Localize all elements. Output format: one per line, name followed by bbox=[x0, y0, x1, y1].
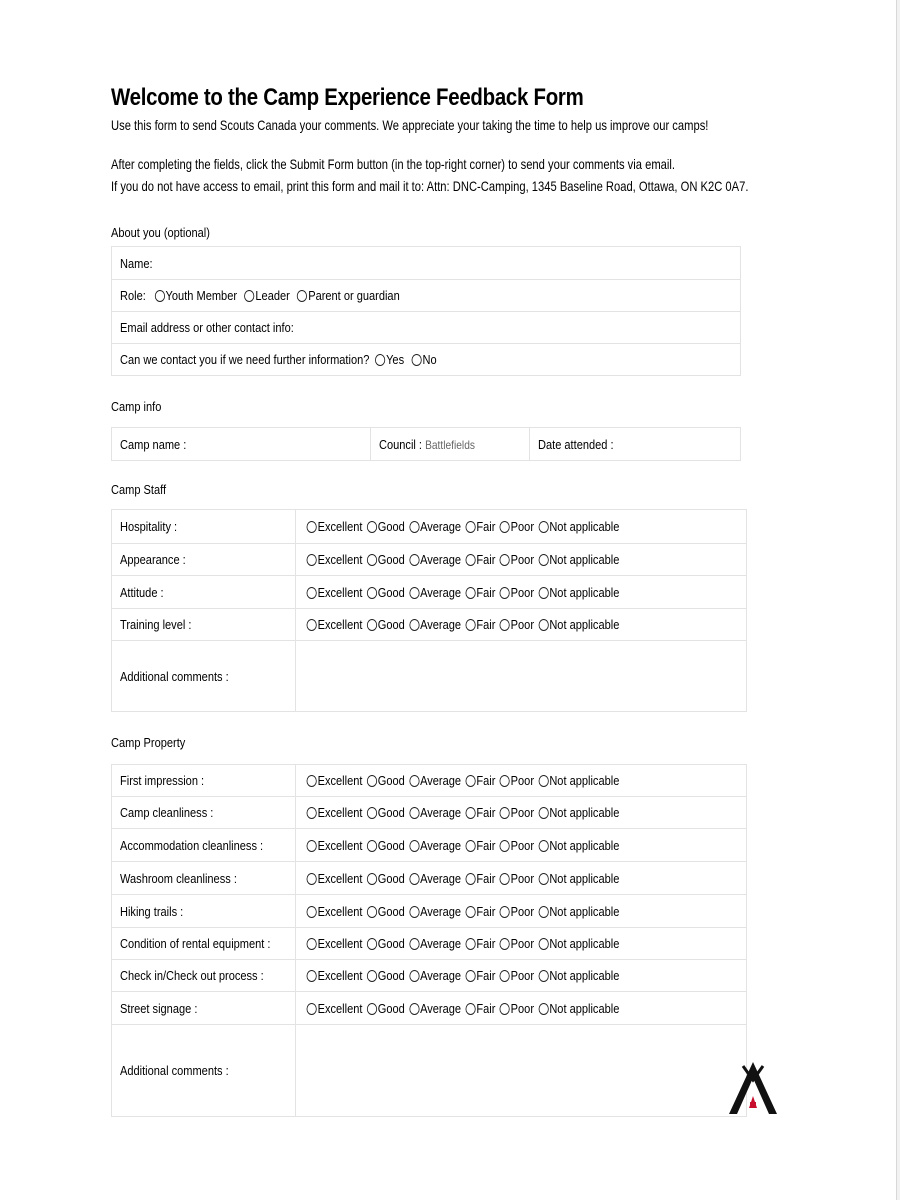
rating-option-fair[interactable]: Fair bbox=[463, 617, 496, 632]
rating-option-excellent[interactable]: Excellent bbox=[304, 838, 362, 853]
rating-option-fair[interactable]: Fair bbox=[463, 585, 496, 600]
radio-circle-icon[interactable] bbox=[500, 554, 510, 566]
email-field[interactable] bbox=[112, 312, 741, 344]
rating-option-fair[interactable]: Fair bbox=[463, 1001, 496, 1016]
rating-option-average[interactable]: Average bbox=[406, 585, 461, 600]
rating-option-not-applicable[interactable]: Not applicable bbox=[536, 968, 620, 983]
rating-options bbox=[296, 992, 747, 1025]
rating-option-excellent[interactable]: Excellent bbox=[304, 617, 362, 632]
radio-circle-icon[interactable] bbox=[538, 619, 548, 631]
rating-option-not-applicable[interactable]: Not applicable bbox=[536, 519, 620, 534]
radio-circle-icon[interactable] bbox=[500, 619, 510, 631]
radio-circle-icon[interactable] bbox=[465, 906, 475, 918]
rating-option-fair[interactable]: Fair bbox=[463, 936, 496, 951]
camp-name-label: Camp name : bbox=[120, 436, 187, 452]
rating-option-excellent[interactable]: Excellent bbox=[304, 1001, 362, 1016]
council-field[interactable] bbox=[371, 428, 530, 461]
rating-option-not-applicable[interactable]: Not applicable bbox=[536, 585, 620, 600]
rating-option-good[interactable]: Good bbox=[364, 773, 405, 788]
rating-option-poor[interactable]: Poor bbox=[497, 838, 534, 853]
radio-circle-icon[interactable] bbox=[500, 775, 510, 787]
rating-option-fair[interactable]: Fair bbox=[463, 552, 496, 567]
radio-circle-icon[interactable] bbox=[538, 554, 548, 566]
radio-circle-icon[interactable] bbox=[465, 840, 475, 852]
rating-option-excellent[interactable]: Excellent bbox=[304, 904, 362, 919]
rating-option-average[interactable]: Average bbox=[406, 805, 461, 820]
logo-leaf-arms bbox=[750, 1102, 756, 1105]
radio-circle-icon[interactable] bbox=[500, 521, 510, 533]
rating-item-label: Camp cleanliness : bbox=[112, 797, 296, 829]
rating-option-not-applicable[interactable]: Not applicable bbox=[536, 1001, 620, 1016]
rating-item-label: First impression : bbox=[112, 765, 296, 797]
radio-circle-icon[interactable] bbox=[500, 807, 510, 819]
radio-circle-icon[interactable] bbox=[538, 1003, 548, 1015]
name-label: Name: bbox=[120, 255, 153, 271]
rating-option-excellent[interactable]: Excellent bbox=[304, 519, 362, 534]
rating-row bbox=[112, 765, 747, 797]
radio-circle-icon[interactable] bbox=[367, 970, 377, 982]
radio-circle-icon[interactable] bbox=[409, 554, 419, 566]
rating-row bbox=[112, 829, 747, 862]
radio-circle-icon[interactable] bbox=[538, 807, 548, 819]
radio-circle-icon[interactable] bbox=[538, 938, 548, 950]
radio-circle-icon[interactable] bbox=[465, 554, 475, 566]
rating-options bbox=[296, 576, 747, 609]
rating-options bbox=[296, 510, 747, 544]
radio-circle-icon[interactable] bbox=[411, 354, 421, 366]
rating-row bbox=[112, 797, 747, 829]
rating-options bbox=[296, 862, 747, 895]
radio-circle-icon[interactable] bbox=[500, 587, 510, 599]
rating-option-average[interactable]: Average bbox=[406, 936, 461, 951]
radio-circle-icon[interactable] bbox=[367, 775, 377, 787]
rating-item-label: Check in/Check out process : bbox=[112, 960, 296, 992]
rating-option-poor[interactable]: Poor bbox=[497, 519, 534, 534]
radio-circle-icon[interactable] bbox=[307, 587, 317, 599]
radio-circle-icon[interactable] bbox=[375, 354, 385, 366]
rating-option-good[interactable]: Good bbox=[364, 552, 405, 567]
rating-option-good[interactable]: Good bbox=[364, 617, 405, 632]
rating-option-good[interactable]: Good bbox=[364, 871, 405, 886]
rating-options bbox=[296, 797, 747, 829]
radio-circle-icon[interactable] bbox=[538, 840, 548, 852]
rating-item-label: Training level : bbox=[112, 609, 296, 641]
rating-option-good[interactable]: Good bbox=[364, 805, 405, 820]
rating-options bbox=[296, 829, 747, 862]
rating-option-poor[interactable]: Poor bbox=[497, 552, 534, 567]
rating-option-good[interactable]: Good bbox=[364, 1001, 405, 1016]
radio-circle-icon[interactable] bbox=[409, 906, 419, 918]
role-option-leader[interactable]: Leader bbox=[242, 288, 290, 303]
radio-circle-icon[interactable] bbox=[409, 807, 419, 819]
rating-option-average[interactable]: Average bbox=[406, 871, 461, 886]
rating-option-not-applicable[interactable]: Not applicable bbox=[536, 871, 620, 886]
radio-circle-icon[interactable] bbox=[367, 807, 377, 819]
rating-option-not-applicable[interactable]: Not applicable bbox=[536, 904, 620, 919]
radio-circle-icon[interactable] bbox=[409, 1003, 419, 1015]
radio-circle-icon[interactable] bbox=[307, 840, 317, 852]
rating-option-average[interactable]: Average bbox=[406, 838, 461, 853]
rating-option-average[interactable]: Average bbox=[406, 617, 461, 632]
radio-circle-icon[interactable] bbox=[367, 906, 377, 918]
rating-option-excellent[interactable]: Excellent bbox=[304, 805, 362, 820]
radio-circle-icon[interactable] bbox=[307, 521, 317, 533]
name-field[interactable] bbox=[112, 247, 741, 280]
radio-circle-icon[interactable] bbox=[307, 775, 317, 787]
rating-option-average[interactable]: Average bbox=[406, 904, 461, 919]
radio-circle-icon[interactable] bbox=[244, 290, 254, 302]
rating-option-excellent[interactable]: Excellent bbox=[304, 936, 362, 951]
rating-option-not-applicable[interactable]: Not applicable bbox=[536, 805, 620, 820]
rating-option-excellent[interactable]: Excellent bbox=[304, 871, 362, 886]
role-row bbox=[112, 280, 741, 312]
radio-circle-icon[interactable] bbox=[367, 1003, 377, 1015]
radio-circle-icon[interactable] bbox=[367, 521, 377, 533]
radio-circle-icon[interactable] bbox=[307, 1003, 317, 1015]
rating-item-label: Street signage : bbox=[112, 992, 296, 1025]
radio-circle-icon[interactable] bbox=[465, 775, 475, 787]
rating-option-excellent[interactable]: Excellent bbox=[304, 773, 362, 788]
rating-option-poor[interactable]: Poor bbox=[497, 968, 534, 983]
radio-circle-icon[interactable] bbox=[409, 521, 419, 533]
contact-row bbox=[112, 344, 741, 376]
radio-circle-icon[interactable] bbox=[538, 521, 548, 533]
radio-circle-icon[interactable] bbox=[538, 873, 548, 885]
rating-option-fair[interactable]: Fair bbox=[463, 519, 496, 534]
radio-circle-icon[interactable] bbox=[538, 906, 548, 918]
scouts-canada-tent-logo-icon bbox=[723, 1058, 783, 1118]
rating-options bbox=[296, 609, 747, 641]
rating-option-poor[interactable]: Poor bbox=[497, 585, 534, 600]
radio-circle-icon[interactable] bbox=[465, 619, 475, 631]
contact-label: Can we contact you if we need further information? bbox=[120, 352, 370, 367]
rating-item-label: Washroom cleanliness : bbox=[112, 862, 296, 895]
rating-option-average[interactable]: Average bbox=[406, 519, 461, 534]
radio-circle-icon[interactable] bbox=[297, 290, 307, 302]
rating-row bbox=[112, 928, 747, 960]
council-value: Battlefields bbox=[425, 437, 475, 452]
radio-circle-icon[interactable] bbox=[307, 619, 317, 631]
rating-option-fair[interactable]: Fair bbox=[463, 904, 496, 919]
rating-item-label: Hospitality : bbox=[112, 510, 296, 544]
rating-option-average[interactable]: Average bbox=[406, 1001, 461, 1016]
radio-circle-icon[interactable] bbox=[367, 587, 377, 599]
section-heading-camp-info: Camp info bbox=[111, 399, 162, 414]
rating-row bbox=[112, 510, 747, 544]
rating-option-poor[interactable]: Poor bbox=[497, 904, 534, 919]
contact-option-yes[interactable]: Yes bbox=[372, 352, 404, 367]
rating-option-average[interactable]: Average bbox=[406, 773, 461, 788]
radio-circle-icon[interactable] bbox=[500, 970, 510, 982]
rating-row bbox=[112, 544, 747, 576]
rating-option-average[interactable]: Average bbox=[406, 968, 461, 983]
rating-options bbox=[296, 895, 747, 928]
radio-circle-icon[interactable] bbox=[307, 873, 317, 885]
radio-circle-icon[interactable] bbox=[465, 938, 475, 950]
section-heading-camp-staff: Camp Staff bbox=[111, 482, 167, 497]
radio-circle-icon[interactable] bbox=[465, 807, 475, 819]
radio-circle-icon[interactable] bbox=[307, 554, 317, 566]
rating-option-not-applicable[interactable]: Not applicable bbox=[536, 552, 620, 567]
instruction-text-1: After completing the fields, click the Submit Form button (in the top-right corner) to send your comments via email. bbox=[111, 156, 675, 172]
intro-text: Use this form to send Scouts Canada your comments. We appreciate your taking the time to help us improve our camps! bbox=[111, 117, 709, 133]
radio-circle-icon[interactable] bbox=[500, 873, 510, 885]
comments-field[interactable] bbox=[296, 1025, 747, 1117]
date-attended-field[interactable] bbox=[530, 428, 741, 461]
radio-circle-icon[interactable] bbox=[409, 775, 419, 787]
role-option-parent[interactable]: Parent or guardian bbox=[295, 288, 400, 303]
rating-item-label: Hiking trails : bbox=[112, 895, 296, 928]
rating-item-label: Attitude : bbox=[112, 576, 296, 609]
radio-circle-icon[interactable] bbox=[538, 970, 548, 982]
comments-label: Additional comments : bbox=[112, 641, 296, 712]
rating-option-fair[interactable]: Fair bbox=[463, 871, 496, 886]
radio-circle-icon[interactable] bbox=[409, 970, 419, 982]
section-heading-camp-property: Camp Property bbox=[111, 735, 186, 750]
section-heading-about: About you (optional) bbox=[111, 225, 210, 240]
comments-row bbox=[112, 1025, 747, 1117]
rating-row bbox=[112, 862, 747, 895]
radio-circle-icon[interactable] bbox=[367, 619, 377, 631]
rating-option-good[interactable]: Good bbox=[364, 519, 405, 534]
rating-option-good[interactable]: Good bbox=[364, 904, 405, 919]
rating-option-average[interactable]: Average bbox=[406, 552, 461, 567]
radio-circle-icon[interactable] bbox=[307, 970, 317, 982]
rating-options bbox=[296, 765, 747, 797]
camp-property-table bbox=[111, 764, 747, 1117]
rating-option-excellent[interactable]: Excellent bbox=[304, 552, 362, 567]
rating-option-fair[interactable]: Fair bbox=[463, 838, 496, 853]
radio-circle-icon[interactable] bbox=[367, 554, 377, 566]
radio-circle-icon[interactable] bbox=[465, 521, 475, 533]
rating-option-not-applicable[interactable]: Not applicable bbox=[536, 936, 620, 951]
camp-info-table bbox=[111, 427, 741, 461]
radio-circle-icon[interactable] bbox=[465, 873, 475, 885]
radio-circle-icon[interactable] bbox=[409, 619, 419, 631]
rating-item-label: Accommodation cleanliness : bbox=[112, 829, 296, 862]
rating-options bbox=[296, 960, 747, 992]
role-option-youth-member[interactable]: Youth Member bbox=[152, 288, 237, 303]
radio-circle-icon[interactable] bbox=[409, 873, 419, 885]
radio-circle-icon[interactable] bbox=[500, 840, 510, 852]
radio-circle-icon[interactable] bbox=[367, 840, 377, 852]
rating-option-poor[interactable]: Poor bbox=[497, 805, 534, 820]
rating-option-poor[interactable]: Poor bbox=[497, 773, 534, 788]
radio-circle-icon[interactable] bbox=[307, 938, 317, 950]
radio-circle-icon[interactable] bbox=[465, 970, 475, 982]
rating-option-poor[interactable]: Poor bbox=[497, 936, 534, 951]
instruction-text-2: If you do not have access to email, print this form and mail it to: Attn: DNC-Camping, 1345 Baseline Road, Ottawa, ON K2C 0A7. bbox=[111, 178, 749, 194]
rating-item-label: Condition of rental equipment : bbox=[112, 928, 296, 960]
rating-option-good[interactable]: Good bbox=[364, 838, 405, 853]
radio-circle-icon[interactable] bbox=[367, 938, 377, 950]
radio-circle-icon[interactable] bbox=[367, 873, 377, 885]
rating-option-not-applicable[interactable]: Not applicable bbox=[536, 838, 620, 853]
rating-row bbox=[112, 576, 747, 609]
role-label: Role: bbox=[120, 288, 146, 303]
rating-option-not-applicable[interactable]: Not applicable bbox=[536, 773, 620, 788]
rating-option-good[interactable]: Good bbox=[364, 968, 405, 983]
rating-option-excellent[interactable]: Excellent bbox=[304, 968, 362, 983]
rating-option-good[interactable]: Good bbox=[364, 936, 405, 951]
rating-option-not-applicable[interactable]: Not applicable bbox=[536, 617, 620, 632]
rating-options bbox=[296, 928, 747, 960]
council-label: Council : bbox=[379, 436, 422, 452]
radio-circle-icon[interactable] bbox=[409, 938, 419, 950]
rating-option-fair[interactable]: Fair bbox=[463, 773, 496, 788]
rating-row bbox=[112, 895, 747, 928]
comments-row bbox=[112, 641, 747, 712]
comments-field[interactable] bbox=[296, 641, 747, 712]
radio-circle-icon[interactable] bbox=[538, 775, 548, 787]
rating-item-label: Appearance : bbox=[112, 544, 296, 576]
radio-circle-icon[interactable] bbox=[307, 807, 317, 819]
radio-circle-icon[interactable] bbox=[307, 906, 317, 918]
radio-circle-icon[interactable] bbox=[465, 587, 475, 599]
rating-row bbox=[112, 992, 747, 1025]
contact-option-no[interactable]: No bbox=[409, 352, 437, 367]
radio-circle-icon[interactable] bbox=[500, 938, 510, 950]
email-label: Email address or other contact info: bbox=[120, 320, 294, 335]
rating-option-excellent[interactable]: Excellent bbox=[304, 585, 362, 600]
page-title: Welcome to the Camp Experience Feedback Form bbox=[111, 84, 584, 111]
camp-name-field[interactable] bbox=[112, 428, 371, 461]
radio-circle-icon[interactable] bbox=[155, 290, 165, 302]
camp-staff-table bbox=[111, 509, 747, 712]
rating-option-good[interactable]: Good bbox=[364, 585, 405, 600]
comments-label: Additional comments : bbox=[112, 1025, 296, 1117]
rating-row bbox=[112, 609, 747, 641]
rating-option-poor[interactable]: Poor bbox=[497, 871, 534, 886]
radio-circle-icon[interactable] bbox=[538, 587, 548, 599]
radio-circle-icon[interactable] bbox=[500, 1003, 510, 1015]
rating-row bbox=[112, 960, 747, 992]
rating-option-poor[interactable]: Poor bbox=[497, 1001, 534, 1016]
rating-options bbox=[296, 544, 747, 576]
radio-circle-icon[interactable] bbox=[409, 587, 419, 599]
date-attended-label: Date attended : bbox=[538, 436, 614, 452]
radio-circle-icon[interactable] bbox=[409, 840, 419, 852]
about-table bbox=[111, 246, 741, 376]
rating-option-fair[interactable]: Fair bbox=[463, 805, 496, 820]
rating-option-poor[interactable]: Poor bbox=[497, 617, 534, 632]
radio-circle-icon[interactable] bbox=[465, 1003, 475, 1015]
radio-circle-icon[interactable] bbox=[500, 906, 510, 918]
rating-option-fair[interactable]: Fair bbox=[463, 968, 496, 983]
